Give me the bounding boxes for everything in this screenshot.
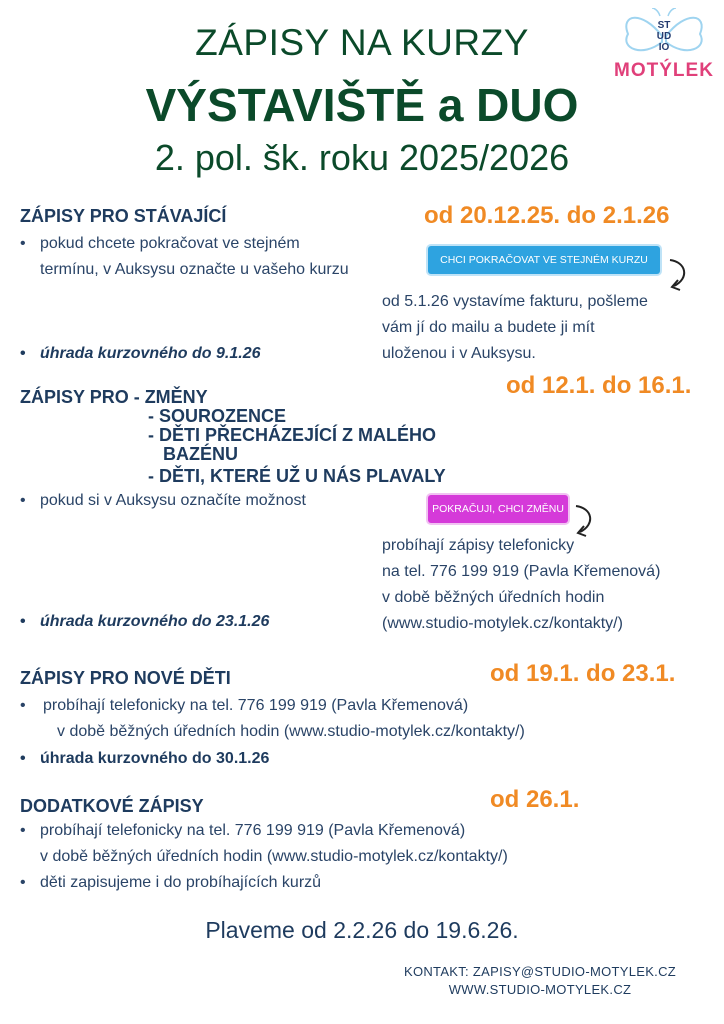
payment-text: • úhrada kurzovného do 30.1.26 [40, 750, 270, 767]
section-changes-returning: - DĚTI, KTERÉ UŽ U NÁS PLAVALY [148, 466, 446, 486]
continue-change-button[interactable]: POKRAČUJI, CHCI ZMĚNU [428, 495, 568, 523]
bullet-text-line: • pokud si v Auksysu označíte možnost [40, 492, 306, 509]
note-line: v době běžných úředních hodin [382, 589, 605, 606]
continue-same-course-button[interactable]: CHCI POKRAČOVAT VE STEJNÉM KURZU [428, 246, 660, 274]
section-additional-date: od 26.1. [490, 786, 580, 813]
section-existing-note [382, 289, 712, 367]
section-new-heading: ZÁPISY PRO NOVÉ DĚTI [20, 668, 231, 688]
section-existing-date: od 20.12.25. do 2.1.26 [424, 202, 670, 229]
section-additional-bullet-1 [20, 818, 700, 870]
contact-website: WWW.STUDIO-MOTYLEK.CZ [448, 982, 632, 997]
section-additional-heading: DODATKOVÉ ZÁPISY [20, 796, 204, 816]
contact-email: KONTAKT: ZAPISY@STUDIO-MOTYLEK.CZ [403, 964, 677, 979]
title-line-1: ZÁPISY NA KURZY [195, 22, 529, 63]
logo-letters-io: IO [658, 42, 670, 53]
section-existing-bullet [20, 231, 420, 283]
section-changes-payment [20, 609, 360, 635]
payment-text: • úhrada kurzovného do 9.1.26 [40, 345, 261, 362]
logo-studio-letters [652, 20, 676, 53]
payment-text: • úhrada kurzovného do 23.1.26 [40, 613, 270, 630]
footer-contact [380, 964, 700, 997]
note-line: probíhají zápisy telefonicky [382, 537, 575, 554]
section-changes-date: od 12.1. do 16.1. [506, 372, 692, 399]
bullet-text-line: • probíhají telefonicky na tel. 776 199 919 (Pavla Křemenová) [40, 822, 466, 839]
section-changes-heading: ZÁPISY PRO - ZMĚNY [20, 387, 208, 407]
bullet-text-line: termínu, v Auksysu označte u vašeho kurzu [40, 261, 349, 278]
studio-motylek-logo [612, 8, 716, 84]
bullet-text-line: v době běžných úředních hodin (www.studio-motylek.cz/kontakty/) [40, 848, 508, 865]
section-new-payment [20, 746, 420, 772]
note-line: (www.studio-motylek.cz/kontakty/) [382, 615, 623, 632]
note-line: vám jí do mailu a budete ji mít [382, 319, 595, 336]
bullet-text-line: • pokud chcete pokračovat ve stejném [40, 235, 300, 252]
section-changes-note [382, 533, 718, 637]
section-additional-bullet-2 [20, 870, 700, 896]
section-existing-payment [20, 341, 360, 367]
section-existing-heading: ZÁPISY PRO STÁVAJÍCÍ [20, 206, 227, 226]
section-new-bullet [20, 693, 700, 745]
bullet-text-line: • probíhají telefonicky na tel. 776 199 919 (Pavla Křemenová) [43, 697, 469, 714]
note-line: uloženou i v Auksysu. [382, 345, 536, 362]
bullet-text-line: • děti zapisujeme i do probíhajících kurzů [40, 874, 322, 891]
note-line: na tel. 776 199 919 (Pavla Křemenová) [382, 563, 661, 580]
note-line: od 5.1.26 vystavíme fakturu, pošleme [382, 293, 648, 310]
section-changes-siblings: - SOUROZENCE [148, 406, 287, 426]
section-changes-bullet [20, 488, 380, 514]
logo-letters-ud: UD [656, 31, 672, 42]
swim-period: Plaveme od 2.2.26 do 19.6.26. [205, 917, 519, 943]
title-line-2: VÝSTAVIŠTĚ a DUO [145, 79, 579, 131]
logo-letters-st: ST [657, 20, 671, 31]
logo-wordmark: MOTÝLEK [614, 60, 714, 81]
section-changes-small-pool-2: BAZÉNU [163, 444, 238, 464]
section-changes-small-pool: - DĚTI PŘECHÁZEJÍCÍ Z MALÉHO [148, 425, 437, 445]
bullet-text-line: v době běžných úředních hodin (www.studio-motylek.cz/kontakty/) [57, 723, 525, 740]
section-new-date: od 19.1. do 23.1. [490, 660, 676, 687]
title-line-3: 2. pol. šk. roku 2025/2026 [154, 137, 570, 178]
